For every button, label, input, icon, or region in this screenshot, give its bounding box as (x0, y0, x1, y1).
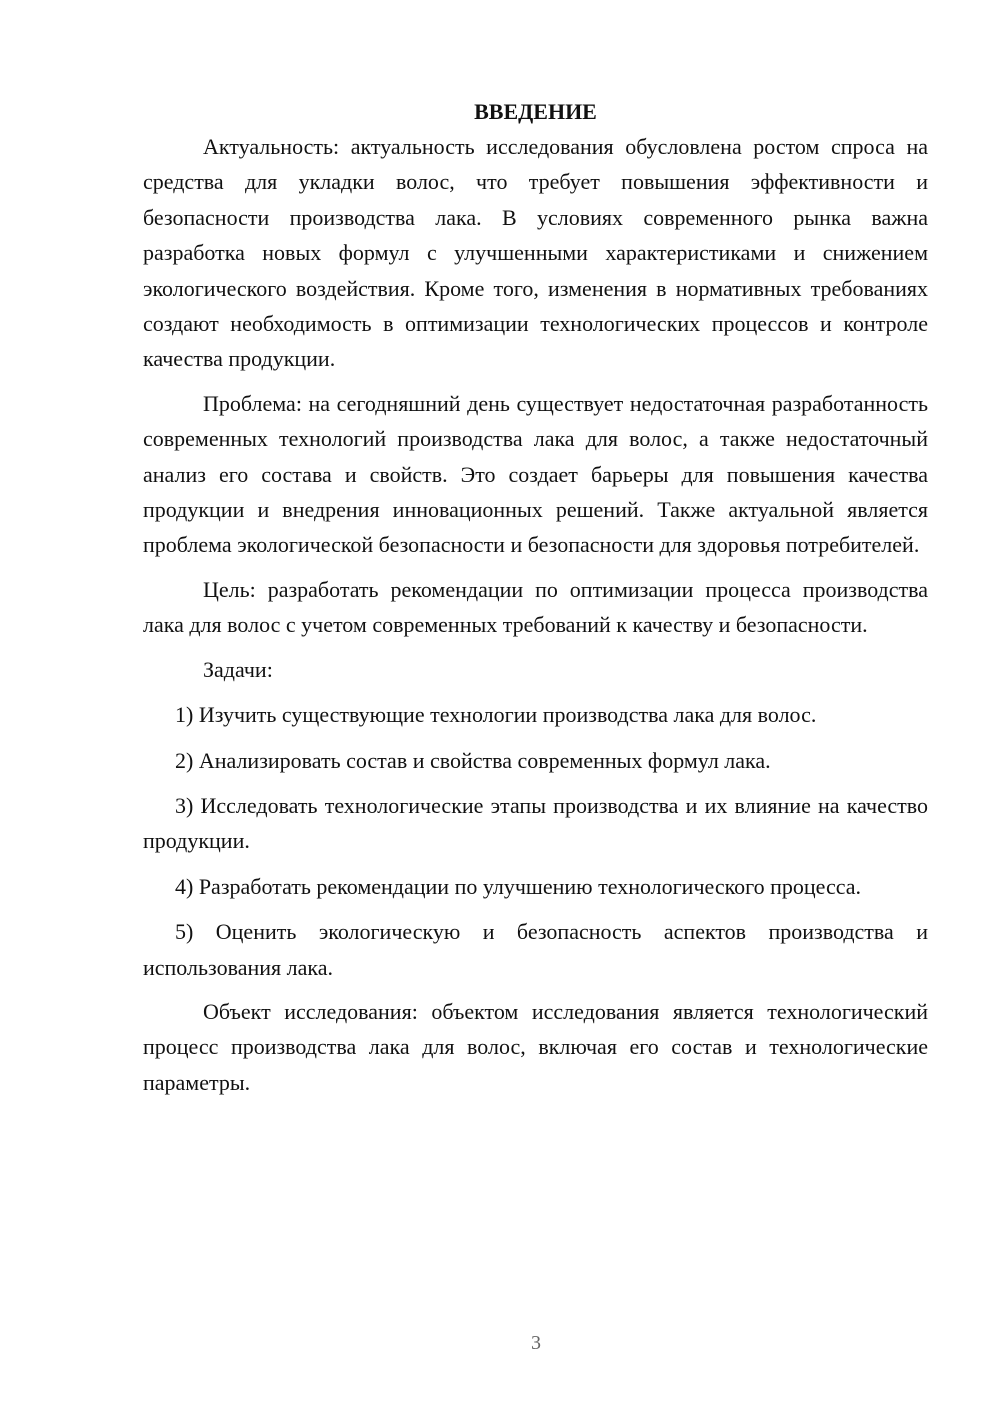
page-content (143, 94, 928, 1100)
page-number: 3 (531, 1332, 541, 1354)
tasks-heading: Задачи: (203, 656, 273, 682)
task-item-1: 1) Изучить существующие технологии производства лака для волос. (175, 702, 817, 728)
section-title: ВВЕДЕНИЕ (474, 99, 597, 124)
paragraph-problem: Проблема: на сегодняшний день существует недостаточная разработанность современных технологий производства лака для волос, а также недостаточный анализ его состава и свойств. Это создает барьеры для повышения качества продукции и внедрения инновационных решений. Также актуальной является проблема экологической безопасности и безопасности для здоровья потребителей. (143, 390, 928, 558)
task-item-3: 3) Исследовать технологические этапы производства и их влияние на качество продукции. (143, 792, 928, 854)
paragraph-relevance: Актуальность: актуальность исследования обусловлена ростом спроса на средства для укладки волос, что требует повышения эффективности и безопасности производства лака. В условиях современного рынка важна разработка новых формул с улучшенными характеристиками и снижением экологического воздействия. Кроме того, изменения в нормативных требованиях создают необходимость в оптимизации технологических процессов и контроле качества продукции. (143, 134, 928, 372)
task-item-2: 2) Анализировать состав и свойства современных формул лака. (175, 747, 771, 773)
paragraph-object: Объект исследования: объектом исследования является технологический процесс производства лака для волос, включая его состав и технологические параметры. (143, 998, 928, 1095)
task-item-5: 5) Оценить экологическую и безопасность аспектов производства и использования лака. (143, 919, 928, 980)
paragraph-goal: Цель: разработать рекомендации по оптимизации процесса производства лака для волос с учетом современных требований к качеству и безопасности. (143, 576, 928, 638)
task-item-4: 4) Разработать рекомендации по улучшению технологического процесса. (175, 873, 862, 899)
